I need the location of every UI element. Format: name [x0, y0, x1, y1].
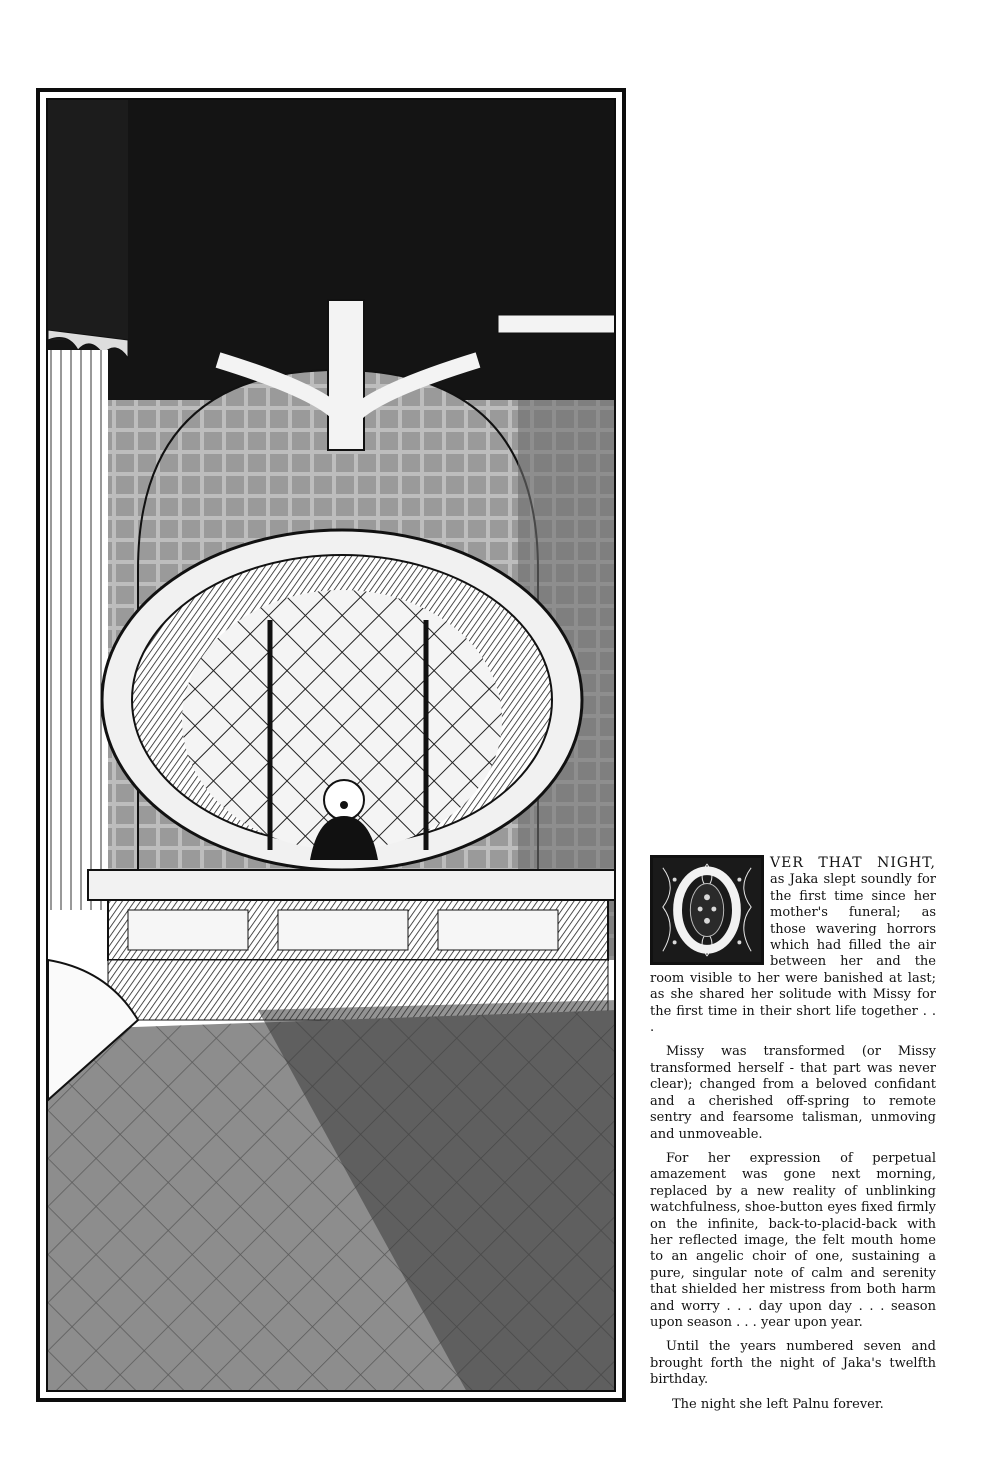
dropcap-o-icon — [653, 858, 761, 962]
story-paragraph-3: For her expression of perpetual amazement was gone next morning, replaced by a new reality of unblinking watchfulness, shoe-button eyes fixed firmly on the infinite, back-to-placid-back with her reflected image, the felt mouth home to an angelic choir of one, sustaining a pure, singular note of calm and serenity that shielded her mistress from both harm and worry . . . day upon day . . . season upon season . . . year upon year. — [650, 1150, 936, 1330]
lead-in-caps: VER THAT NIGHT, — [770, 855, 936, 871]
story-text — [650, 855, 936, 1421]
story-paragraph-2: Missy was transformed (or Missy transformed herself - that part was never clear); changed from a beloved confidant and a cherished off-spring to remote sentry and fearsome talisman, unmoving and unmoveable. — [650, 1044, 936, 1142]
story-paragraph-4: Until the years numbered seven and brought forth the night of Jaka's twelfth birthday. — [650, 1339, 936, 1388]
ornate-dropcap — [650, 855, 764, 965]
paragraph-1-text: as Jaka slept soundly for the first time since her mother's funeral; as those wavering horrors which had filled the air between her and the room visible to her were banished at last; as she shared her solitude with Missy for the first time in their short life together . . . — [650, 872, 936, 1036]
illustration-panel — [36, 88, 626, 1402]
bedroom-illustration — [48, 100, 616, 1392]
story-paragraph-5: The night she left Palnu forever. — [672, 1396, 884, 1412]
illustration-art — [46, 98, 616, 1392]
